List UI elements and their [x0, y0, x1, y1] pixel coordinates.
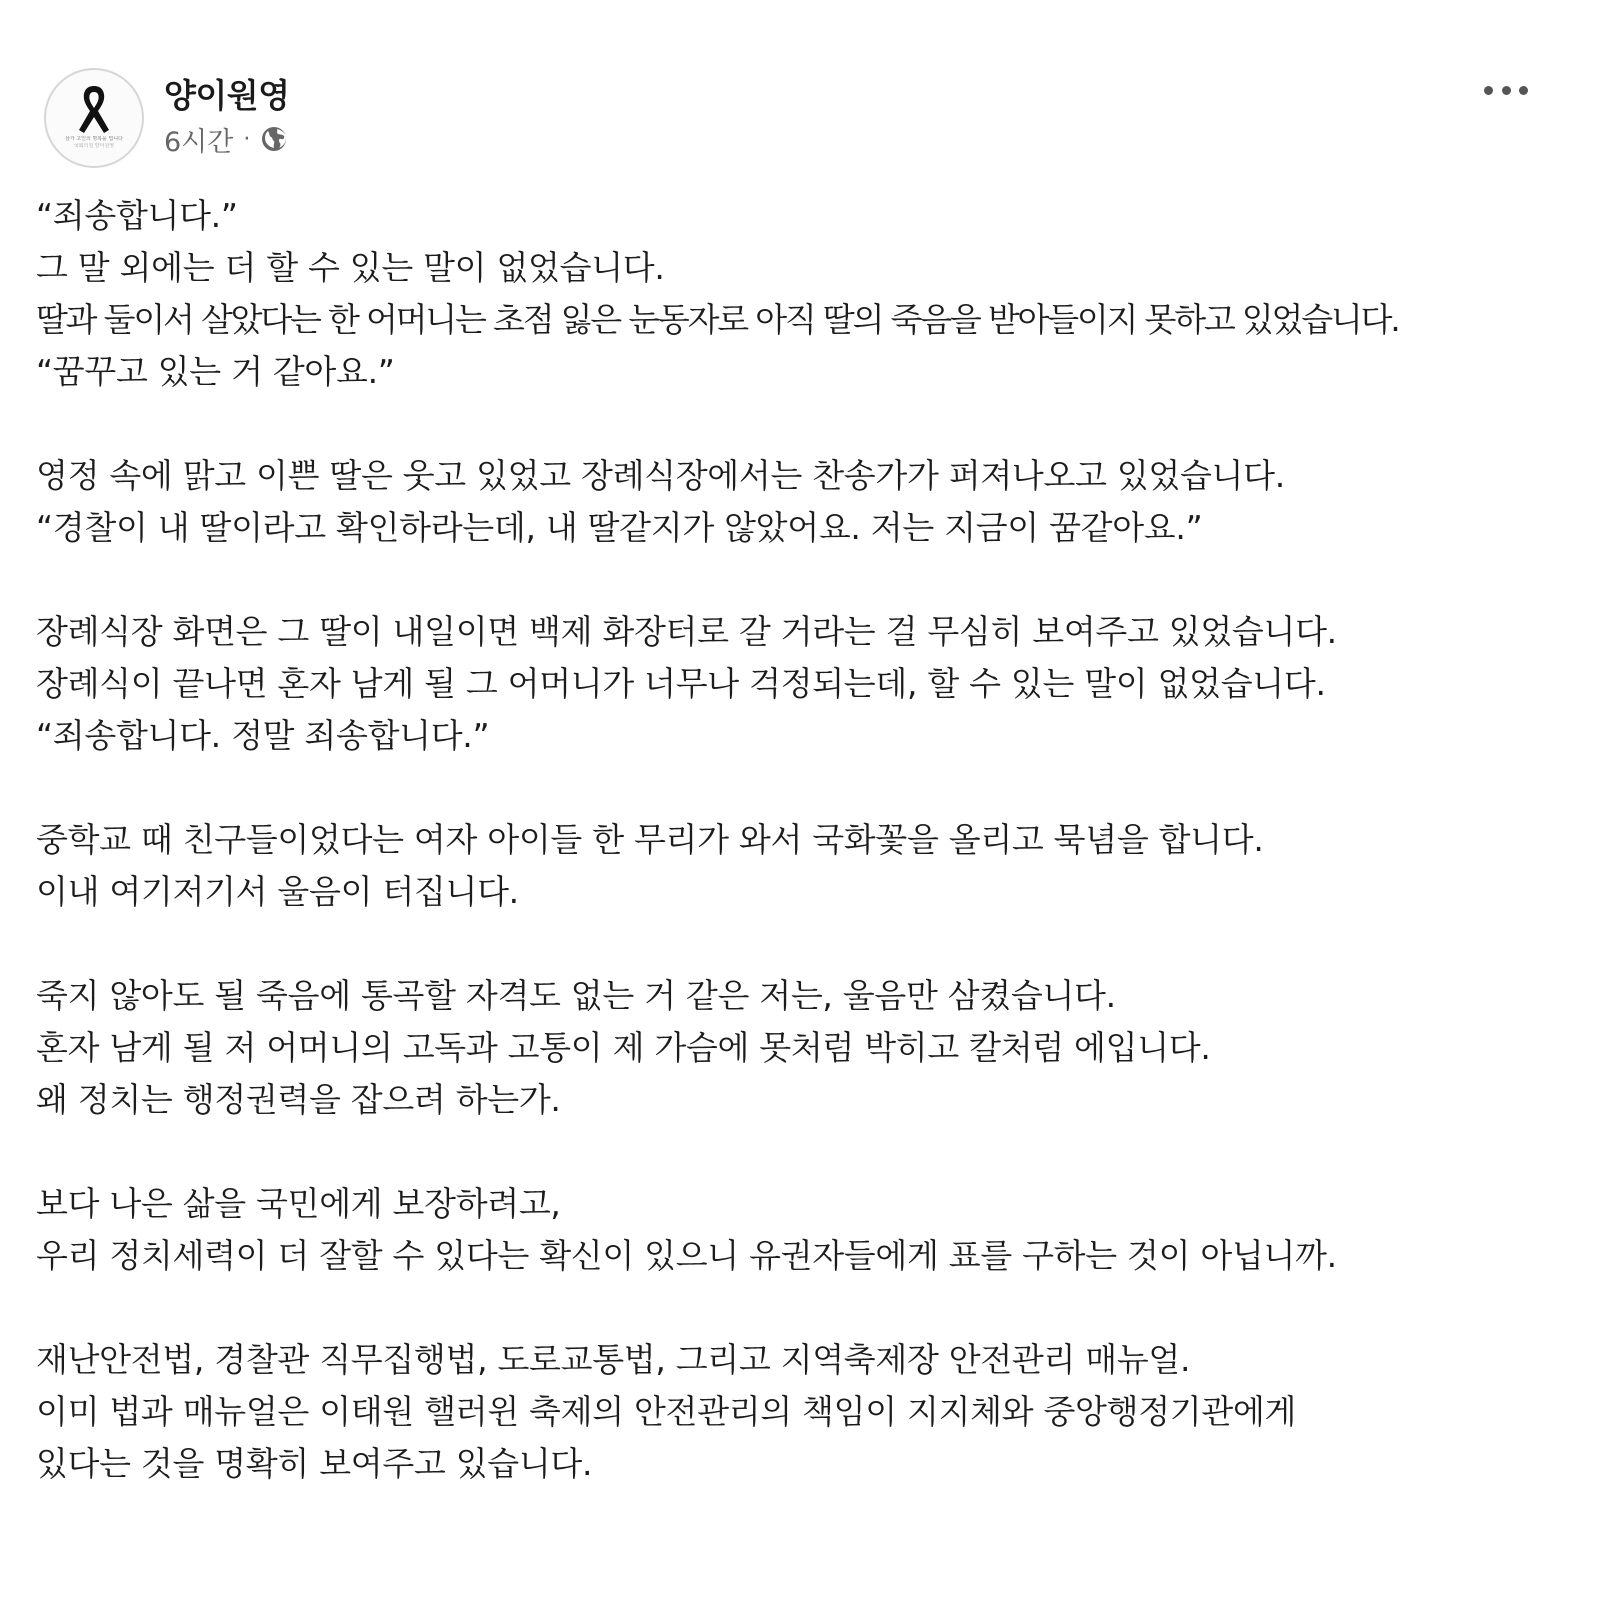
more-options-icon[interactable] [1484, 78, 1528, 102]
post-text-line: “죄송합니다.” [36, 196, 238, 235]
more-dot [1502, 86, 1511, 95]
post-text-line: “경찰이 내 딸이라고 확인하라는데, 내 딸같지가 않았어요. 저는 지금이 꿈같아요.” [36, 508, 1203, 547]
post-text-line: “꿈꾸고 있는 거 같아요.” [36, 352, 395, 391]
paragraph-gap [36, 554, 1576, 606]
post-text-line: 이내 여기저기서 울음이 터집니다. [36, 872, 519, 911]
more-dot [1519, 86, 1528, 95]
post-text-line: 죽지 않아도 될 죽음에 통곡할 자격도 없는 거 같은 저는, 울음만 삼켰습니다. [36, 976, 1116, 1015]
paragraph-gap [36, 1282, 1576, 1334]
post-text-line: 보다 나은 삶을 국민에게 보장하려고, [36, 1184, 561, 1223]
post-text-line: “죄송합니다. 정말 죄송합니다.” [36, 716, 490, 755]
author-name[interactable]: 양이원영 [164, 76, 290, 115]
paragraph-gap [36, 762, 1576, 814]
avatar-caption: 삼가 고인의 명복을 빕니다 [65, 136, 123, 142]
post-text-line: 재난안전법, 경찰관 직무집행법, 도로교통법, 그리고 지역축제장 안전관리 매뉴얼. [36, 1340, 1191, 1379]
post-text-line: 혼자 남게 될 저 어머니의 고독과 고통이 제 가슴에 못처럼 박히고 칼처럼 에입니다. [36, 1028, 1211, 1067]
post-text-line: 중학교 때 친구들이었다는 여자 아이들 한 무리가 와서 국화꽃을 올리고 묵념을 합니다. [36, 820, 1264, 859]
avatar[interactable] [44, 68, 144, 168]
post-text-line: 딸과 둘이서 살았다는 한 어머니는 초점 잃은 눈동자로 아직 딸의 죽음을 받아들이지 못하고 있었습니다. [36, 300, 1399, 339]
black-ribbon-icon [46, 70, 142, 166]
post-text-line: 우리 정치세력이 더 잘할 수 있다는 확신이 있으니 유권자들에게 표를 구하는 것이 아닙니까. [36, 1236, 1337, 1275]
avatar-subcaption: 국회의원 양이원영 [73, 143, 115, 149]
paragraph-gap [36, 398, 1576, 450]
post-header [44, 68, 1556, 178]
post-text-line: 있다는 것을 명확히 보여주고 있습니다. [36, 1444, 593, 1483]
post-text-line: 영정 속에 맑고 이쁜 딸은 웃고 있었고 장례식장에서는 찬송가가 퍼져나오고 있었습니다. [36, 456, 1285, 495]
post-text-line: 이미 법과 매뉴얼은 이태원 핼러윈 축제의 안전관리의 책임이 지지체와 중앙행정기관에게 [36, 1392, 1297, 1431]
more-dot [1484, 86, 1493, 95]
paragraph-gap [36, 1126, 1576, 1178]
post-body [36, 190, 1576, 1490]
meta-separator: · [243, 126, 251, 152]
post-text-line: 장례식장 화면은 그 딸이 내일이면 백제 화장터로 갈 거라는 걸 무심히 보여주고 있었습니다. [36, 612, 1337, 651]
post-timestamp[interactable]: 6시간 [164, 126, 234, 158]
post-text-line: 왜 정치는 행정권력을 잡으려 하는가. [36, 1080, 561, 1119]
post-text-line: 장례식이 끝나면 혼자 남게 될 그 어머니가 너무나 걱정되는데, 할 수 있는 말이 없었습니다. [36, 664, 1326, 703]
post-meta [164, 122, 288, 156]
post-text-line: 그 말 외에는 더 할 수 있는 말이 없었습니다. [36, 248, 665, 287]
globe-icon[interactable] [260, 125, 288, 153]
paragraph-gap [36, 918, 1576, 970]
